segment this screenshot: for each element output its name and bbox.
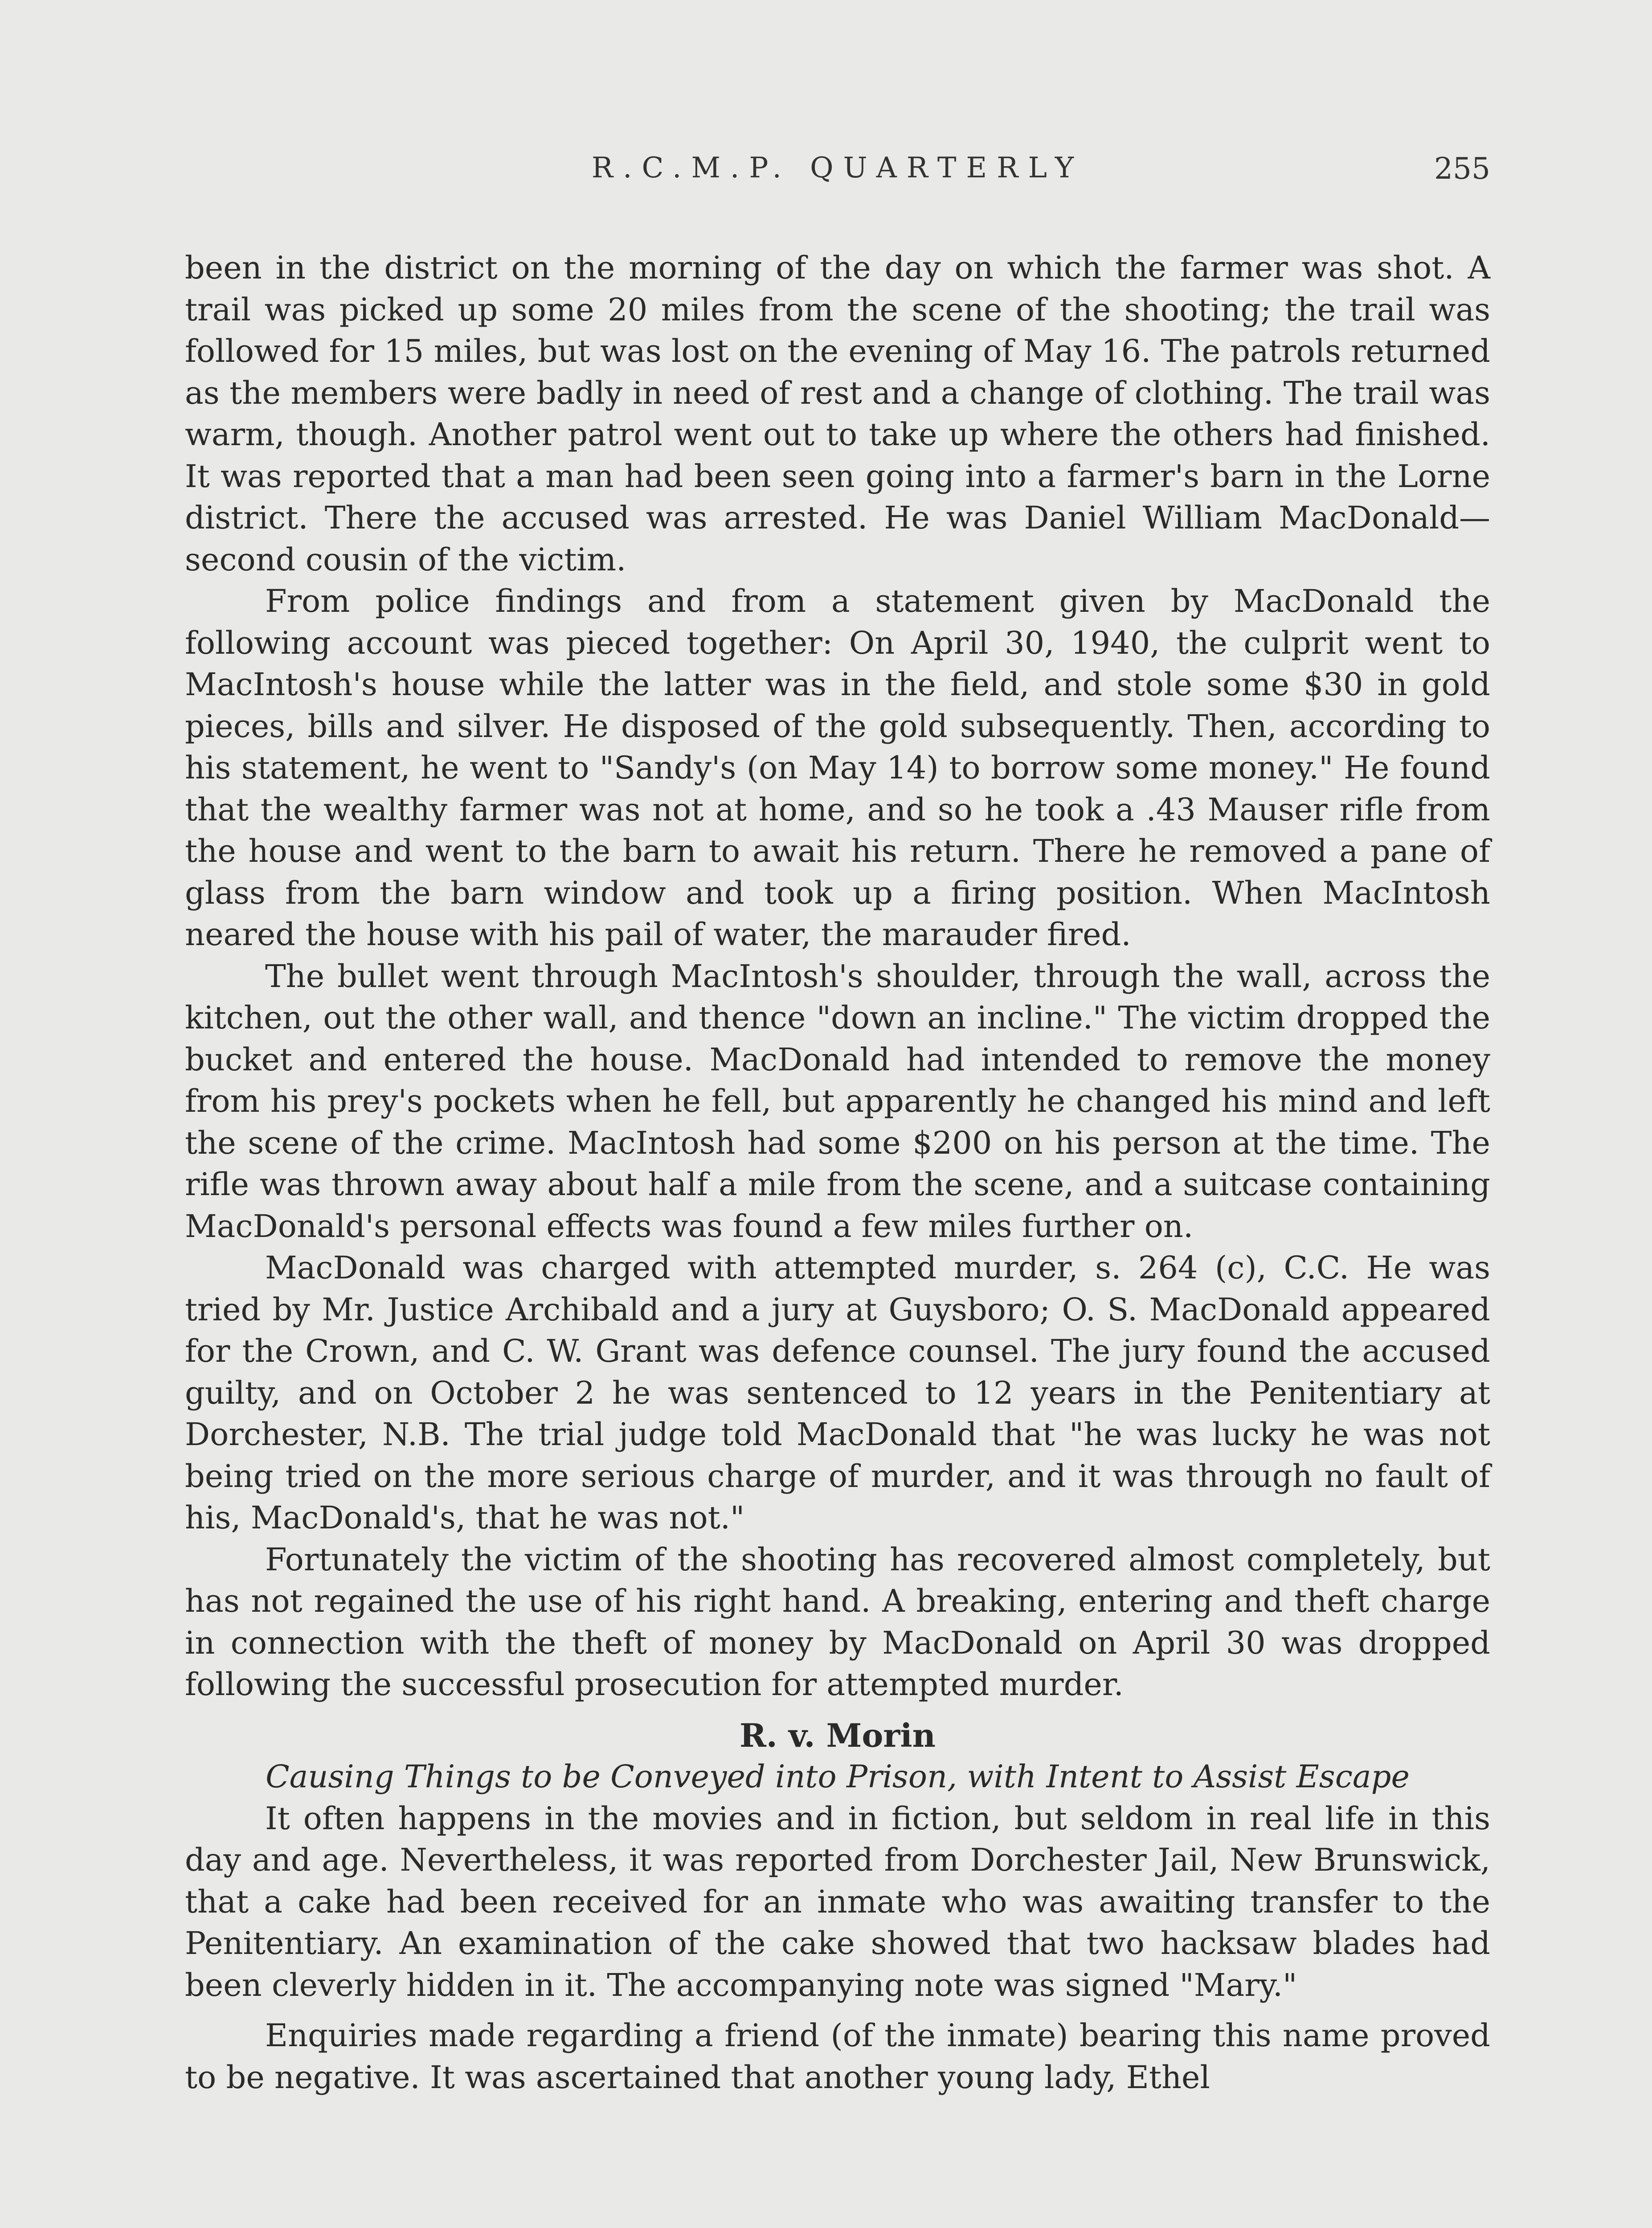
- paragraph-5: Fortunately the victim of the shooting has recovered almost completely, but has not regained the use of his right hand. A breaking, entering and theft charge in connection with the theft of money by MacDonald on April 30 was dropped following the successful prosecution for attempted murder.: [185, 1541, 1490, 1703]
- page-number: 255: [1434, 152, 1490, 186]
- paragraph-1: been in the district on the morning of the day on which the farmer was shot. A trail was picked up some 20 miles from the scene of the shooting; the trail was followed for 15 miles, but was lost on the evening of May 16. The patrols returned as the members were badly in need of rest and a change of clothing. The trail was warm, though. Another patrol went out to take up where the others had finished. It was reported that a man had been seen going into a farmer's barn in the Lorne district. There the accused was arrested. He was Daniel William MacDonald—second cousin of the victim.: [185, 250, 1490, 578]
- section-subheading: Causing Things to be Conveyed into Prison, with Intent to Assist Escape: [266, 1758, 1410, 1795]
- paragraph-3: The bullet went through MacIntosh's shoulder, through the wall, across the kitchen, out the other wall, and thence "down an incline." The victim dropped the bucket and entered the house. MacDonald had intended to remove the money from his prey's pockets when he fell, but apparently he changed his mind and left the scene of the crime. MacIntosh had some $200 on his person at the time. The rifle was thrown away about half a mile from the scene, and a suitcase containing MacDonald's personal effects was found a few miles further on.: [185, 958, 1490, 1245]
- running-head: R.C.M.P. QUARTERLY: [591, 152, 1084, 184]
- paragraph-4: MacDonald was charged with attempted murder, s. 264 (c), C.C. He was tried by Mr. Justice Archibald and a jury at Guysboro; O. S. MacDonald appeared for the Crown, and C. W. Grant was defence counsel. The jury found the accused guilty, and on October 2 he was sentenced to 12 years in the Penitentiary at Dorchester, N.B. The trial judge told MacDonald that "he was lucky he was not being tried on the more serious charge of murder, and it was through no fault of his, MacDonald's, that he was not.": [185, 1249, 1490, 1536]
- section-heading: R. v. Morin: [739, 1716, 936, 1754]
- page-header: [185, 152, 1490, 201]
- section-paragraph-1: It often happens in the movies and in fiction, but seldom in real life in this day and age. Nevertheless, it was reported from Dorchester Jail, New Brunswick, that a cake had been received for an inmate who was awaiting transfer to the Penitentiary. An examination of the cake showed that two hacksaw blades had been cleverly hidden in it. The accompanying note was signed "Mary.": [185, 1800, 1490, 2003]
- section-paragraph-2: Enquiries made regarding a friend (of the inmate) bearing this name proved to be negative. It was ascertained that another young lady, Ethel: [185, 2017, 1490, 2096]
- paragraph-2: From police findings and from a statement given by MacDonald the following account was pieced together: On April 30, 1940, the culprit went to MacIntosh's house while the latter was in the field, and stole some $30 in gold pieces, bills and silver. He disposed of the gold subsequently. Then, according to his statement, he went to "Sandy's (on May 14) to borrow some money." He found that the wealthy farmer was not at home, and so he took a .43 Mauser rifle from the house and went to the barn to await his return. There he removed a pane of glass from the barn window and took up a firing position. When MacIntosh neared the house with his pail of water, the marauder fired.: [185, 583, 1490, 953]
- article-body: [185, 247, 1490, 2098]
